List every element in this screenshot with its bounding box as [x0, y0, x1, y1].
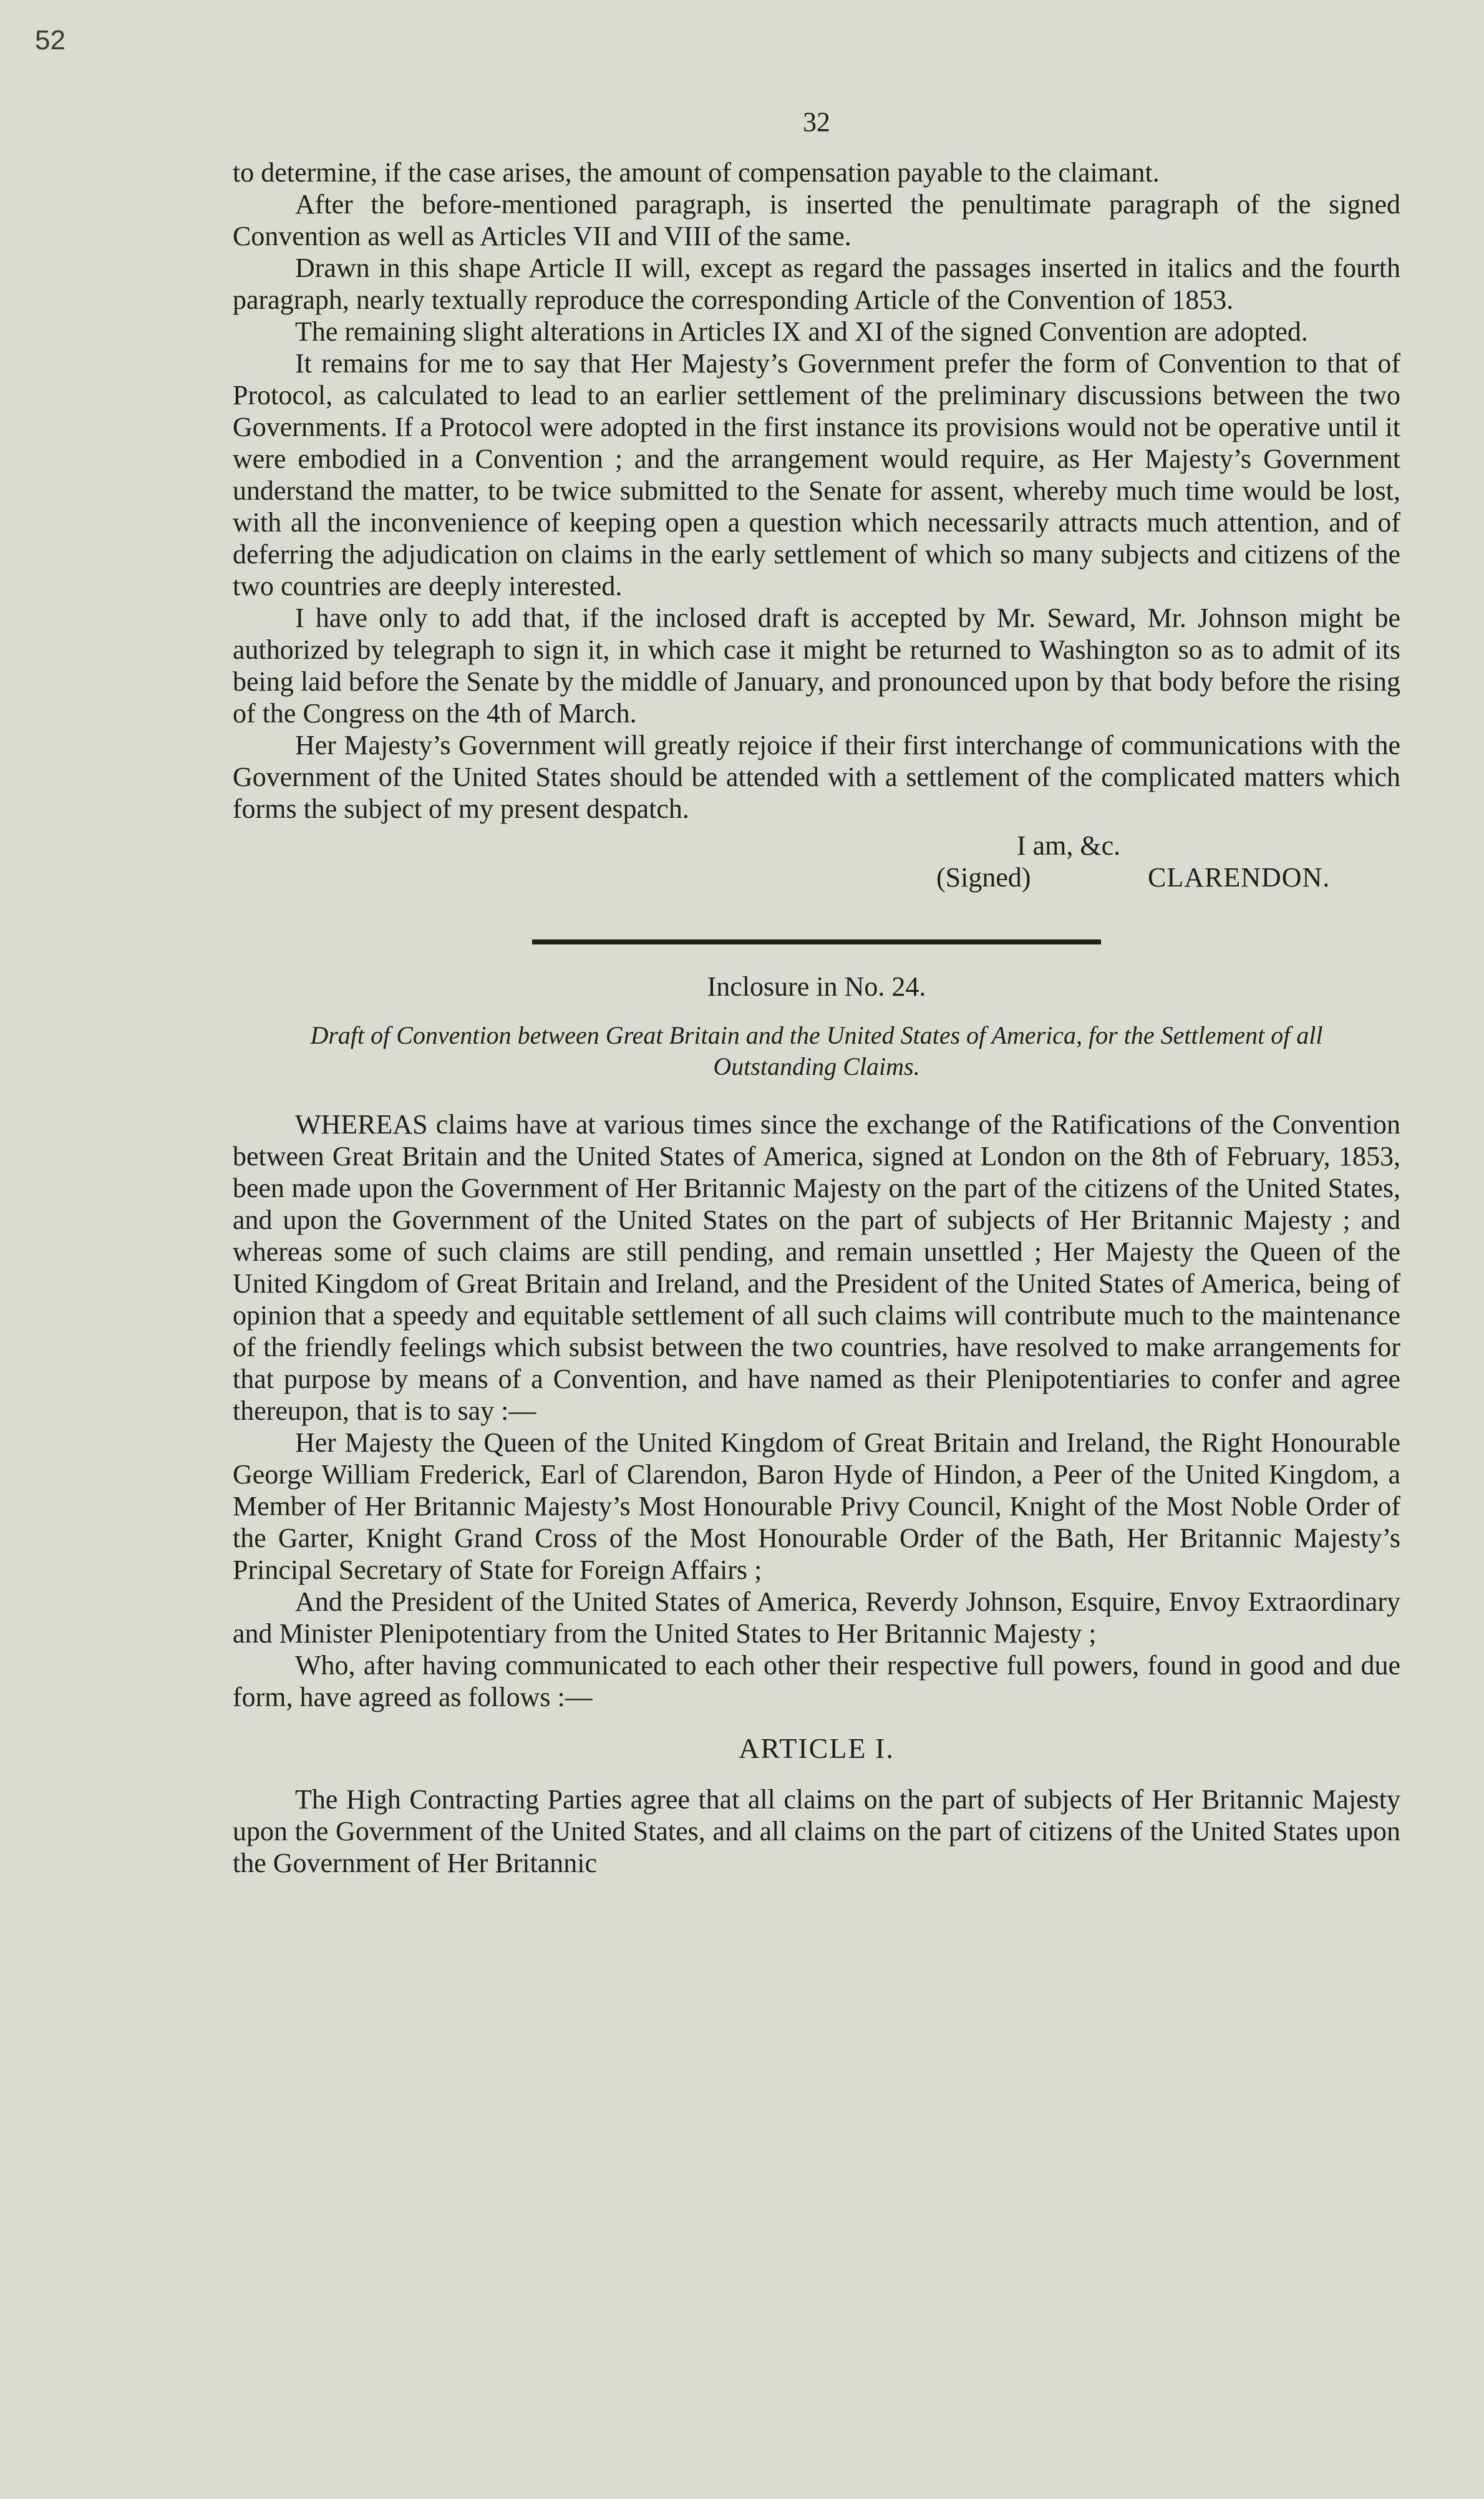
letter-body — [233, 157, 1400, 825]
signed-label: (Signed) — [936, 862, 1031, 893]
page-number: 32 — [803, 107, 830, 137]
paragraph: Her Majesty the Queen of the United Kingdom of Great Britain and Ireland, the Right Honourable George William Frederick, Earl of Clarendon, Baron Hyde of Hindon, a Peer of the United Kingdom, a Member of Her Britannic Majesty’s Most Honourable Privy Council, Knight of the Most Noble Order of the Garter, Knight Grand Cross of the Most Honourable Order of the Bath, Her Britannic Majesty’s Principal Secretary of State for Foreign Affairs ; — [233, 1427, 1400, 1585]
paragraph: The High Contracting Parties agree that all claims on the part of subjects of Her Britannic Majesty upon the Government of the United States, and all claims on the part of citizens of the United States upon the Government of Her Britannic — [233, 1784, 1400, 1878]
paragraph: The remaining slight alterations in Articles IX and XI of the signed Convention are adopted. — [295, 316, 1308, 347]
paragraph: WHEREAS claims have at various times since the exchange of the Ratifications of the Convention between Great Britain and the United States of America, signed at London on the 8th of February, 1853, been made upon the Government of Her Britannic Majesty on the part of the citizens of the United States, and upon the Government of the United States on the part of subjects of Her Britannic Majesty ; and whereas some of such claims are still pending, and remain unsettled ; Her Majesty the Queen of the United Kingdom of Great Britain and Ireland, and the President of the United States of America, being of opinion that a speedy and equitable settlement of all such claims will contribute much to the maintenance of the friendly feelings which subsist between the two countries, have resolved to make arrangements for that purpose by means of a Convention, and have named as their Plenipotentiaries to confer and agree thereupon, that is to say :— — [233, 1109, 1400, 1426]
draft-body — [233, 1109, 1400, 1713]
paragraph: After the before-mentioned paragraph, is inserted the penultimate paragraph of the signed Convention as well as Articles VII and VIII of the same. — [233, 189, 1400, 251]
signatory-name: CLARENDON. — [1148, 862, 1331, 893]
paragraph: I have only to add that, if the inclosed draft is accepted by Mr. Seward, Mr. Johnson might be authorized by telegraph to sign it, in which case it might be returned to Washington so as to admit of its being laid before the Senate by the middle of January, and pronounced upon by that body before the rising of the Congress on the 4th of March. — [233, 603, 1400, 729]
paragraph: And the President of the United States of America, Reverdy Johnson, Esquire, Envoy Extraordinary and Minister Plenipotentiary from the United States to Her Britannic Majesty ; — [233, 1586, 1400, 1649]
paragraph: Who, after having communicated to each other their respective full powers, found in good and due form, have agreed as follows :— — [233, 1650, 1400, 1712]
closing-phrase: I am, &c. — [1017, 830, 1121, 861]
draft-title: Draft of Convention between Great Britain and the United States of America, for the Settlement of all Outstanding Claims. — [310, 1021, 1323, 1080]
paragraph: Drawn in this shape Article II will, except as regard the passages inserted in italics and the fourth paragraph, nearly textually reproduce the corresponding Article of the Convention of 1853. — [233, 253, 1400, 315]
inclosure-heading: Inclosure in No. 24. — [707, 971, 926, 1002]
corner-page-number: 52 — [35, 25, 65, 56]
paragraph: Her Majesty’s Government will greatly rejoice if their first interchange of communications with the Government of the United States should be attended with a settlement of the complicated matters which forms the subject of my present despatch. — [233, 730, 1400, 824]
divider-rule — [532, 939, 1101, 944]
article-heading: ARTICLE I. — [739, 1732, 895, 1764]
paragraph: It remains for me to say that Her Majesty’s Government prefer the form of Convention to that of Protocol, as calculated to lead to an earlier settlement of the preliminary discussions between the two Governments. If a Protocol were adopted in the first instance its provisions would not be operative until it were embodied in a Convention ; and the arrangement would require, as Her Majesty’s Government understand the matter, to be twice submitted to the Senate for assent, whereby much time would be lost, with all the inconvenience of keeping open a question which necessarily attracts much attention, and of deferring the adjudication on claims in the early settlement of which so many subjects and citizens of the two countries are deeply interested. — [233, 348, 1400, 601]
signature-block — [233, 830, 1400, 893]
document-page — [233, 106, 1400, 1879]
paragraph: to determine, if the case arises, the amount of compensation payable to the claimant. — [233, 157, 1160, 188]
article-body — [233, 1783, 1400, 1879]
